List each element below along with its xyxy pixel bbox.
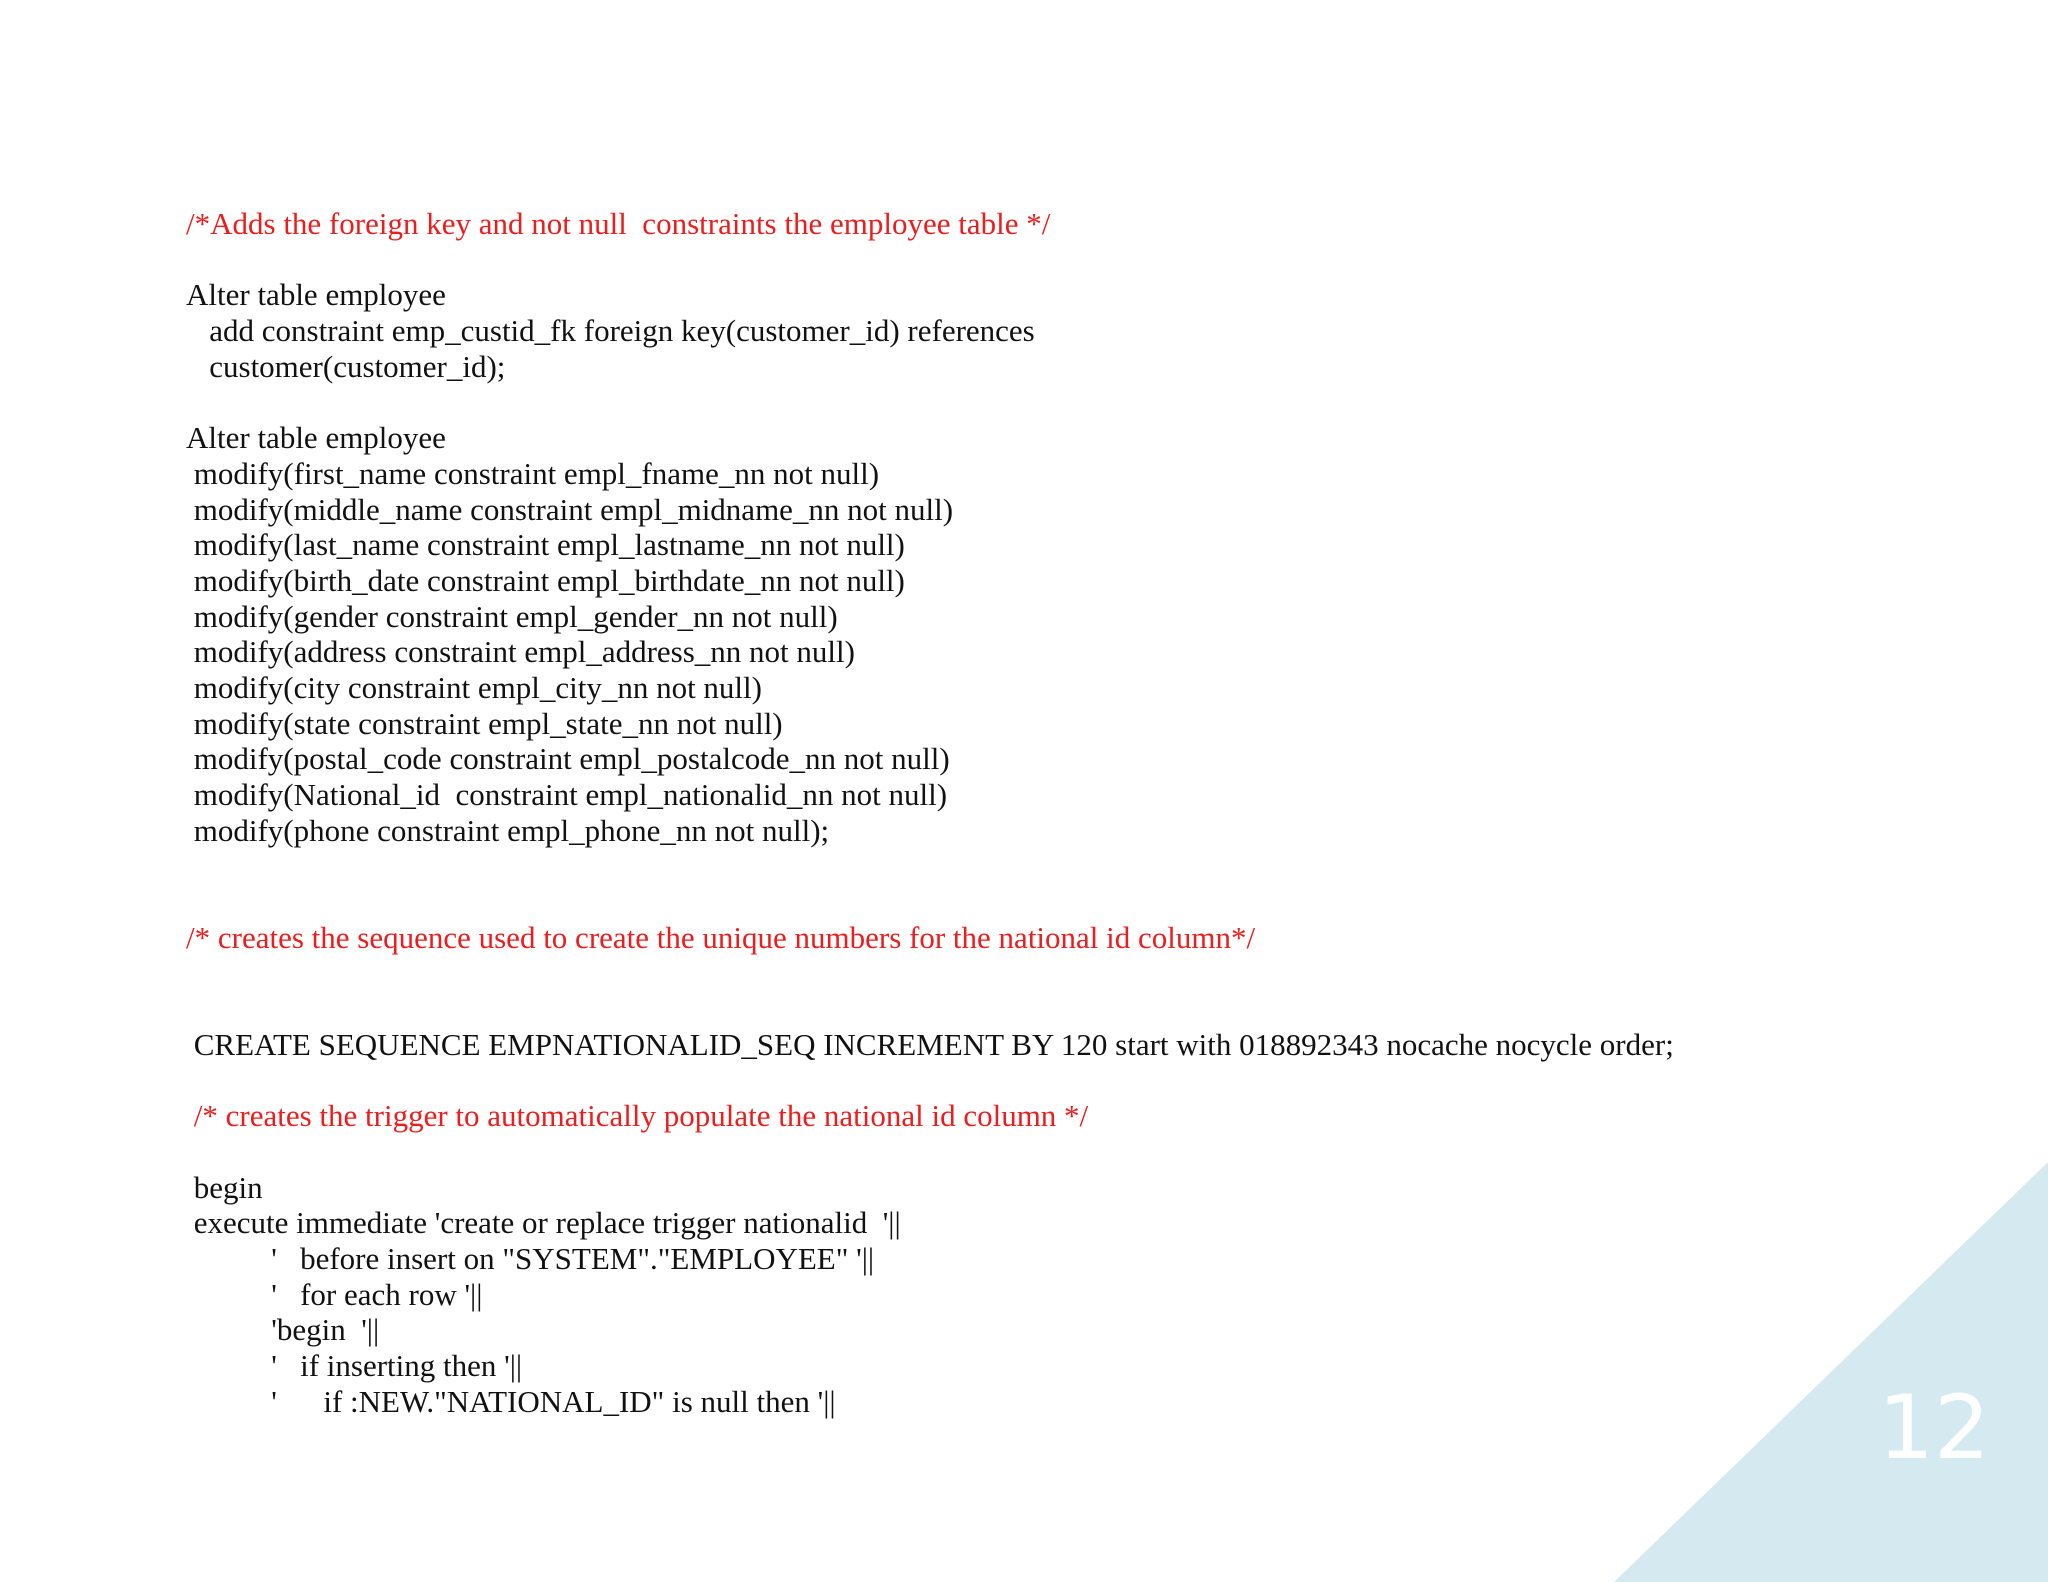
blank-line xyxy=(186,1063,2006,1099)
blank-line xyxy=(186,384,2006,420)
code-line: ' before insert on "SYSTEM"."EMPLOYEE" '|| xyxy=(186,1240,875,1276)
code-line: CREATE SEQUENCE EMPNATIONALID_SEQ INCREMENT BY 120 start with 018892343 nocache nocycle order; xyxy=(186,1026,1674,1062)
code-line: modify(phone constraint empl_phone_nn not null); xyxy=(186,812,830,848)
code-text-block xyxy=(186,206,2006,1419)
code-line: modify(postal_code constraint empl_postalcode_nn not null) xyxy=(186,741,950,777)
code-line: 'begin '|| xyxy=(186,1312,380,1348)
code-line: add constraint emp_custid_fk foreign key(customer_id) references xyxy=(186,313,1035,349)
blank-line xyxy=(186,848,2006,884)
blank-line xyxy=(186,991,2006,1027)
comment-line: /* creates the sequence used to create the unique numbers for the national id column*/ xyxy=(186,919,1256,955)
code-line: modify(National_id constraint empl_nationalid_nn not null) xyxy=(186,777,948,812)
blank-line xyxy=(186,1134,2006,1170)
code-line: ' if inserting then '|| xyxy=(186,1348,523,1383)
code-line: modify(gender constraint empl_gender_nn not null) xyxy=(186,598,838,634)
code-line: modify(address constraint empl_address_nn not null) xyxy=(186,634,855,670)
blank-line xyxy=(186,884,2006,920)
code-line: modify(birth_date constraint empl_birthdate_nn not null) xyxy=(186,562,905,598)
code-line: customer(customer_id); xyxy=(186,348,506,384)
code-line: modify(city constraint empl_city_nn not null) xyxy=(186,669,762,705)
code-line: ' if :NEW."NATIONAL_ID" is null then '|| xyxy=(186,1383,836,1419)
code-line: Alter table employee xyxy=(186,277,446,313)
code-line: modify(last_name constraint empl_lastname_nn not null) xyxy=(186,527,905,563)
code-line: Alter table employee xyxy=(186,420,446,456)
code-line: modify(middle_name constraint empl_midname_nn not null) xyxy=(186,491,954,527)
code-line: modify(state constraint empl_state_nn not null) xyxy=(186,705,783,741)
comment-line: /* creates the trigger to automatically populate the national id column */ xyxy=(186,1098,1089,1134)
blank-line xyxy=(186,242,2006,278)
code-line: execute immediate 'create or replace trigger nationalid '|| xyxy=(186,1205,901,1241)
code-line: begin xyxy=(186,1169,263,1205)
code-line: modify(first_name constraint empl_fname_nn not null) xyxy=(186,455,880,491)
page-number: 12 xyxy=(1878,1376,1990,1479)
comment-line: /*Adds the foreign key and not null constraints the employee table */ xyxy=(186,206,1051,241)
code-line: ' for each row '|| xyxy=(186,1276,483,1312)
blank-line xyxy=(186,955,2006,991)
